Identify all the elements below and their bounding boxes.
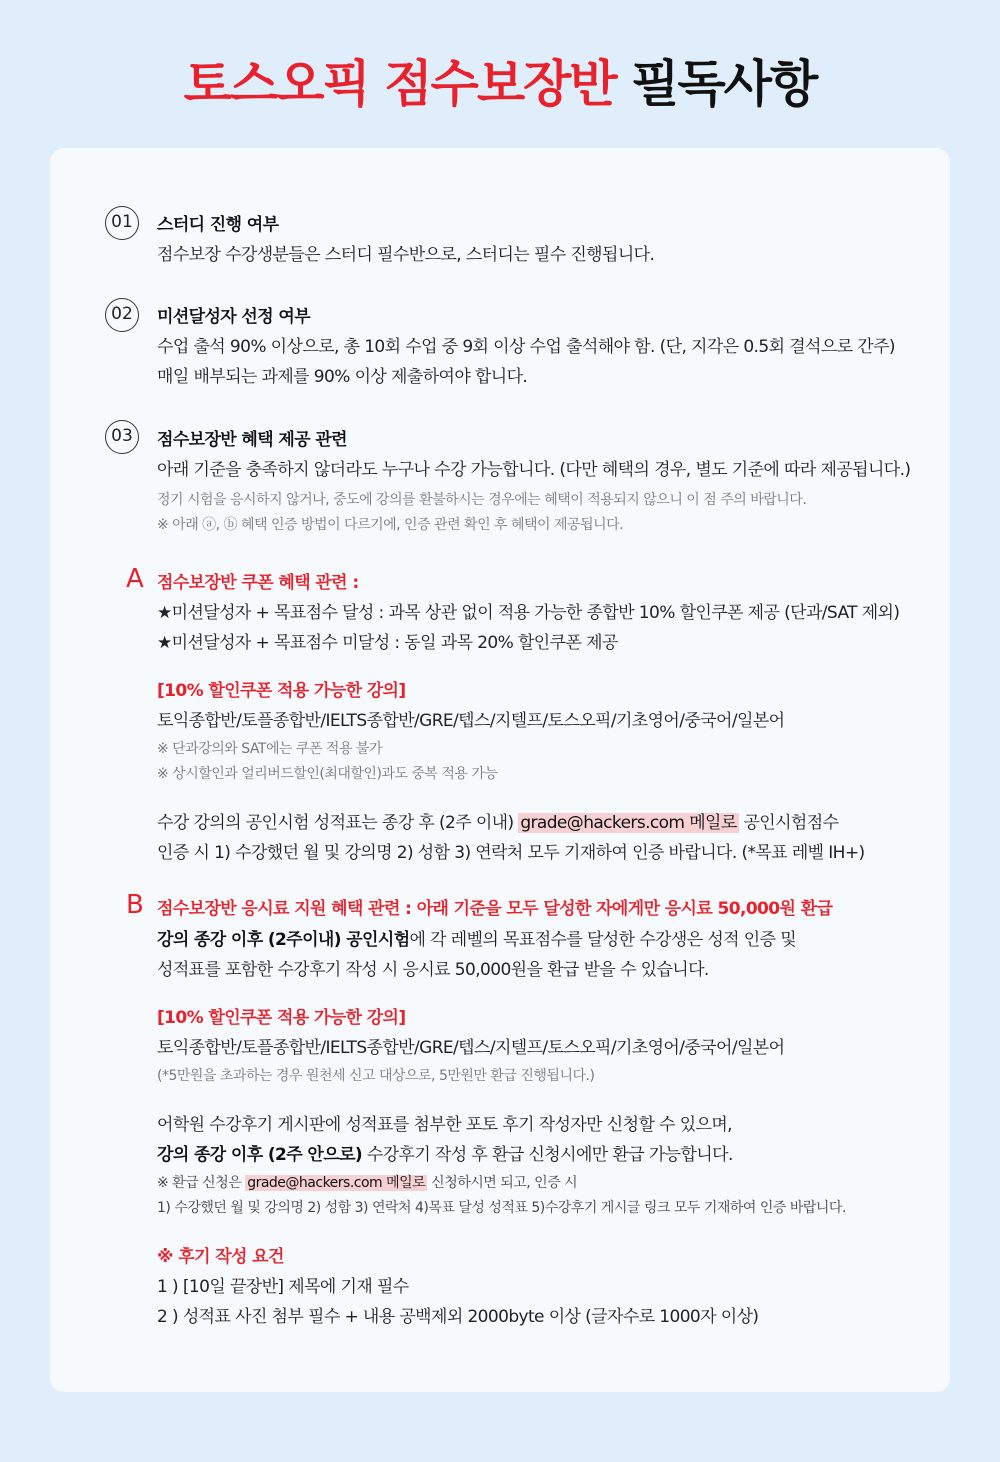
- benefit-letter-a: A: [126, 564, 144, 594]
- benefit-b-rest: 에 각 레벨의 목표점수를 달성한 수강생은 성적 인증 및: [409, 930, 797, 950]
- benefit-a-subheading: [10% 할인쿠폰 적용 가능한 강의]: [157, 681, 406, 701]
- benefit-a-note: ※ 상시할인과 얼리버드할인(최대할인)과도 중복 적용 가능: [157, 766, 498, 782]
- benefit-b-note: (*5만원을 초과하는 경우 원천세 신고 대상으로, 5만원만 환급 진행됩니다.): [157, 1068, 595, 1084]
- review-item: 1 ) [10일 끝장반] 제목에 기재 필수: [157, 1277, 409, 1297]
- benefit-a-cert-line: 인증 시 1) 수강했던 월 및 강의명 2) 성함 3) 연락처 모두 기재하여 인증 바랍니다. (*목표 레벨 IH+): [157, 843, 865, 863]
- page-title-highlight: 토스오픽 점수보장반: [183, 55, 616, 113]
- cert-text: 수강 강의의 공인시험 성적표는 종강 후 (2주 이내): [157, 813, 519, 833]
- benefit-b-bold: 강의 종강 이후 (2주이내) 공인시험: [157, 930, 410, 950]
- benefit-b-review-text: [157, 1140, 733, 1165]
- benefit-b-text: [157, 925, 796, 950]
- section-number-badge: 01: [105, 206, 139, 240]
- benefit-b-heading: 점수보장반 응시료 지원 혜택 관련 : 아래 기준을 모두 달성한 자에게만 응시료 50,000원 환급: [157, 899, 833, 919]
- refund-text: ※ 환급 신청은: [157, 1175, 246, 1191]
- page-title-rest: 필독사항: [631, 55, 817, 113]
- section-text: 점수보장 수강생분들은 스터디 필수반으로, 스터디는 필수 진행됩니다.: [157, 245, 655, 265]
- section-note: 정기 시험을 응시하지 않거나, 중도에 강의를 환불하시는 경우에는 혜택이 적용되지 않으니 이 점 주의 바랍니다.: [157, 492, 807, 508]
- section-heading: 스터디 진행 여부: [157, 215, 279, 235]
- review-heading: ※ 후기 작성 요건: [157, 1247, 284, 1267]
- page-title: [0, 52, 1000, 116]
- benefit-letter-b: B: [126, 890, 144, 920]
- benefit-b-subheading: [10% 할인쿠폰 적용 가능한 강의]: [157, 1008, 406, 1028]
- benefit-b-text: 성적표를 포함한 수강후기 작성 시 응시료 50,000원을 환급 받을 수 있습니다.: [157, 960, 709, 980]
- benefit-b-review-rest: 수강후기 작성 후 환급 신청시에만 환급 가능합니다.: [362, 1145, 733, 1165]
- review-item: 2 ) 성적표 사진 첨부 필수 + 내용 공백제외 2000byte 이상 (글자수로 1000자 이상): [157, 1307, 759, 1327]
- benefit-a-item: ★미션달성자 + 목표점수 달성 : 과목 상관 없이 적용 가능한 종합반 10% 할인쿠폰 제공 (단과/SAT 제외): [157, 603, 900, 623]
- benefit-a-courses: 토익종합반/토플종합반/IELTS종합반/GRE/텝스/지텔프/토스오픽/기초영어/중국어/일본어: [157, 711, 785, 731]
- benefit-a-note: ※ 단과강의와 SAT에는 쿠폰 적용 불가: [157, 741, 382, 757]
- benefit-a-item: ★미션달성자 + 목표점수 미달성 : 동일 과목 20% 할인쿠폰 제공: [157, 633, 618, 653]
- section-heading: 점수보장반 혜택 제공 관련: [157, 430, 347, 450]
- email-highlight: grade@hackers.com 메일로: [247, 1175, 426, 1191]
- section-text: 매일 배부되는 과제를 90% 이상 제출하여야 합니다.: [157, 367, 528, 387]
- section-heading: 미션달성자 선정 여부: [157, 307, 311, 327]
- section-text: 아래 기준을 충족하지 않더라도 누구나 수강 가능합니다. (다만 혜택의 경우, 별도 기준에 따라 제공됩니다.): [157, 460, 911, 480]
- cert-text: 공인시험점수: [738, 813, 839, 833]
- benefit-b-refund-note: [157, 1172, 577, 1192]
- benefit-a-cert-line: [157, 808, 838, 833]
- refund-text: 신청하시면 되고, 인증 시: [427, 1175, 578, 1191]
- section-number-badge: 02: [105, 298, 139, 332]
- section-note: ※ 아래 ⓐ, ⓑ 혜택 인증 방법이 다르기에, 인증 관련 확인 후 혜택이 제공됩니다.: [157, 517, 624, 533]
- section-number-badge: 03: [105, 420, 139, 454]
- benefit-b-courses: 토익종합반/토플종합반/IELTS종합반/GRE/텝스/지텔프/토스오픽/기초영어/중국어/일본어: [157, 1038, 785, 1058]
- benefit-b-review-text: 어학원 수강후기 게시판에 성적표를 첨부한 포토 후기 작성자만 신청할 수 있으며,: [157, 1115, 732, 1135]
- benefit-b-review-bold: 강의 종강 이후 (2주 안으로): [157, 1145, 363, 1165]
- benefit-b-refund-note: 1) 수강했던 월 및 강의명 2) 성함 3) 연락처 4)목표 달성 성적표 5)수강후기 게시글 링크 모두 기재하여 인증 바랍니다.: [157, 1200, 846, 1216]
- email-highlight: grade@hackers.com 메일로: [520, 813, 737, 833]
- notice-card: [50, 148, 950, 1392]
- section-text: 수업 출석 90% 이상으로, 총 10회 수업 중 9회 이상 수업 출석해야 함. (단, 지각은 0.5회 결석으로 간주): [157, 337, 895, 357]
- benefit-a-heading: 점수보장반 쿠폰 혜택 관련 :: [157, 573, 359, 593]
